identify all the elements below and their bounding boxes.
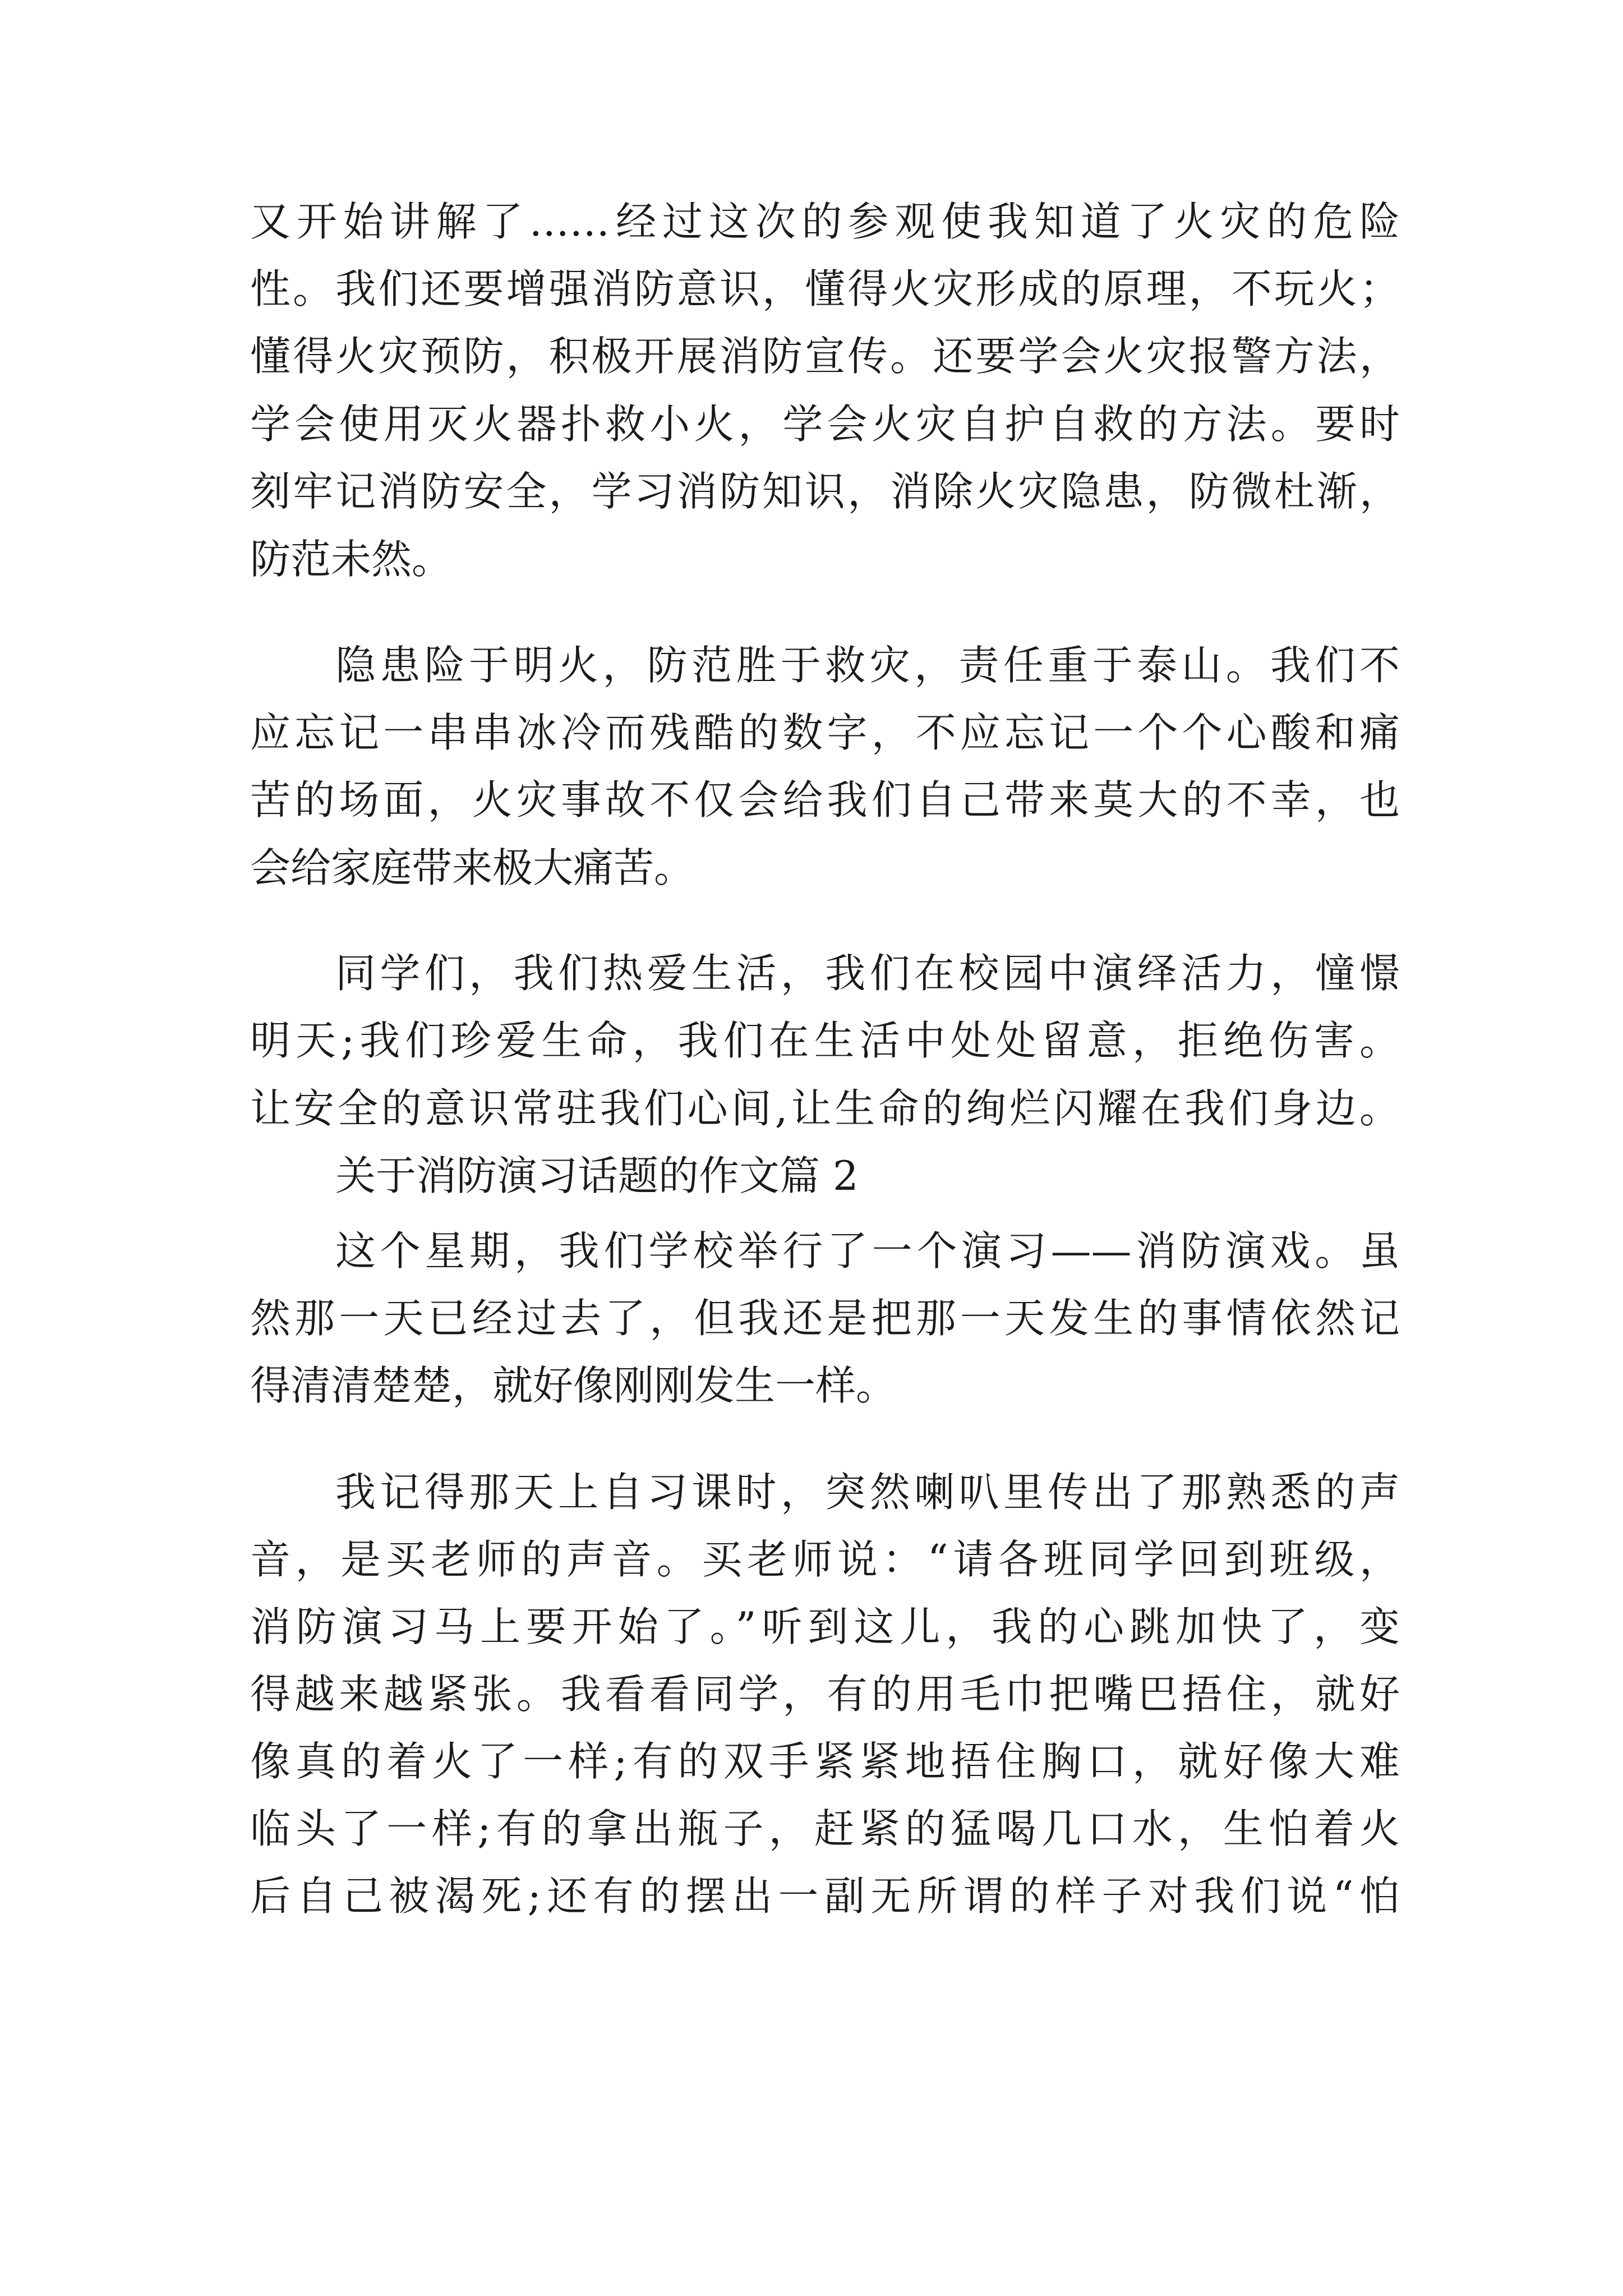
- paragraph-first-line: 隐患险于明火，防范胜于救灾，责任重于泰山。我们不: [335, 642, 1400, 689]
- text-line: 又开始讲解了……经过这次的参观使我知道了火灾的危险: [250, 198, 1400, 245]
- text-line: 得越来越紧张。我看看同学，有的用毛巾把嘴巴捂住，就好: [250, 1671, 1400, 1718]
- text-line: 音，是买老师的声音。买老师说：“请各班同学回到班级，: [250, 1536, 1400, 1583]
- text-line: 明天;我们珍爱生命，我们在生活中处处留意，拒绝伤害。: [250, 1017, 1400, 1064]
- paragraph-first-line: 这个星期，我们学校举行了一个演习——消防演戏。虽: [335, 1227, 1400, 1274]
- text-line: 刻牢记消防安全，学习消防知识，消除火灾隐患，防微杜渐，: [250, 468, 1400, 515]
- text-line: 性。我们还要增强消防意识，懂得火灾形成的原理，不玩火；: [250, 265, 1400, 312]
- text-line: 让安全的意识常驻我们心间,让生命的绚烂闪耀在我们身边。: [250, 1085, 1400, 1132]
- paragraph-first-line: 我记得那天上自习课时，突然喇叭里传出了那熟悉的声: [335, 1469, 1400, 1516]
- text-line: 得清清楚楚，就好像刚刚发生一样。: [250, 1362, 897, 1409]
- text-line: 苦的场面，火灾事故不仅会给我们自己带来莫大的不幸，也: [250, 776, 1400, 823]
- text-line: 懂得火灾预防，积极开展消防宣传。还要学会火灾报警方法，: [250, 333, 1400, 380]
- text-line: 然那一天已经过去了，但我还是把那一天发生的事情依然记: [250, 1295, 1400, 1342]
- text-line: 学会使用灭火器扑救小火，学会火灾自护自救的方法。要时: [250, 401, 1400, 448]
- text-line: 消防演习马上要开始了。”听到这儿，我的心跳加快了，变: [250, 1603, 1400, 1650]
- section-heading: 关于消防演习话题的作文篇 2: [335, 1152, 859, 1199]
- text-line: 应忘记一串串冰冷而残酷的数字，不应忘记一个个心酸和痛: [250, 709, 1400, 756]
- text-line: 临头了一样;有的拿出瓶子，赶紧的猛喝几口水，生怕着火: [250, 1805, 1400, 1852]
- text-line: 防范未然。: [250, 536, 453, 583]
- text-line: 后自己被渴死;还有的摆出一副无所谓的样子对我们说“怕: [250, 1872, 1400, 1920]
- text-line: 会给家庭带来极大痛苦。: [250, 844, 695, 891]
- text-line: 像真的着火了一样;有的双手紧紧地捂住胸口，就好像大难: [250, 1738, 1400, 1785]
- paragraph-first-line: 同学们，我们热爱生活，我们在校园中演绎活力，憧憬: [335, 950, 1400, 997]
